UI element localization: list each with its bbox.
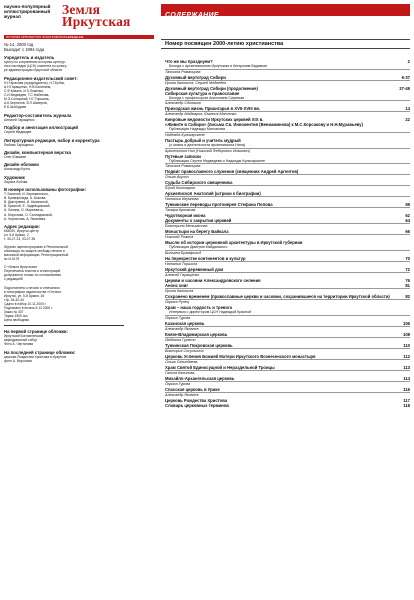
toc-subtitle: Публикация Надежды Матханова	[169, 127, 226, 132]
toc-title: «Живите в Сибири» (письма Св. Иннокентия (Вениаминова) к М.С.Корсакову и Н.Н.Муравьеву)	[165, 122, 363, 128]
imprint-line: В. Бримфильда, А. Быкова,	[4, 196, 47, 201]
cover-credit-line: кафедральный собор	[4, 338, 38, 343]
toc-entry	[161, 354, 410, 365]
toc-title: Казанская церковь	[165, 320, 205, 326]
imprint-block	[4, 175, 154, 184]
toc-title: Кинровые ведомости Иркутских церквей XIX в.	[165, 117, 264, 123]
toc-page: 117	[403, 397, 410, 403]
imprint-line: А.К.Чертилов, В.П.Шахеров,	[4, 101, 48, 106]
toc-title: Тункинские переводы протоиерея Стефана Попова	[165, 202, 273, 208]
toc-page	[398, 122, 410, 127]
toc-title: Приходская жизнь Приангарья в XVII-XVIII вв.	[165, 106, 261, 112]
imprint-note-line: с редакцией	[4, 277, 23, 282]
toc-title: Анонс книг	[165, 282, 189, 288]
imprint-note-line: © «Земля Иркутская»	[4, 265, 38, 270]
toc-entry	[161, 75, 410, 86]
toc-title-row	[165, 229, 410, 234]
toc-author: Алексей Гаращенко	[165, 272, 410, 278]
imprint-line: С.И.Медведев, Т.С.Набатова,	[4, 93, 50, 98]
imprint-note-line: Заказ № 307	[4, 309, 24, 314]
toc-entry	[161, 305, 410, 321]
imprint-note	[4, 245, 154, 261]
toc-author: Ольга Селиндаева	[165, 359, 410, 365]
toc-author: Вильгем Брамфильд	[165, 250, 410, 256]
toc-title: Подвиг православного служения (священник Андрей Аргентов)	[165, 169, 299, 175]
toc-title: На перекрестке континентов и культур	[165, 255, 246, 261]
toc-page	[398, 240, 410, 245]
toc-entry	[161, 240, 410, 256]
toc-page: 64	[405, 218, 410, 224]
imprint-line: А. Морозова, О. Салладиковой,	[4, 212, 53, 217]
toc-author: Юрий Коломаров	[165, 185, 410, 191]
toc-author: Архиепископ Нил (Николай Федорович Исакович)	[165, 148, 410, 154]
toc-entry	[161, 122, 410, 138]
imprint-note-line: Тираж 1500 экз.	[4, 313, 29, 318]
imprint-note-line: Сдано в набор 10.11.2000 г.	[4, 301, 47, 306]
toc-entry	[161, 332, 410, 343]
contents-column	[161, 4, 410, 596]
imprint-line: А. Ляпина, О. Мареевича,	[4, 208, 44, 213]
toc-title: Монастыри на берегу Байкала	[165, 229, 229, 235]
cover-front-credit	[4, 329, 154, 346]
toc-title: Документы о закрытии церквей	[165, 218, 232, 224]
toc-title-row	[165, 403, 410, 408]
imprint-note-line: инспекции по защите свободы печати и	[4, 249, 65, 254]
toc-title: Церковь Успения Божией Матери Иркутского Вознесенского монастыря	[165, 353, 316, 359]
imprint-column	[4, 4, 154, 596]
toc-entry	[161, 365, 410, 376]
imprint-notes	[4, 245, 154, 322]
toc-page	[398, 154, 410, 159]
toc-subtitle: Интервью с директором ЦСН Надеждой Красной	[169, 310, 252, 315]
toc-author: Ольга Акулич	[165, 174, 410, 180]
issue-number: № 14, 2000 год	[4, 42, 34, 47]
toc-entry	[161, 387, 410, 398]
toc-title-row	[165, 106, 410, 111]
toc-page: 118	[403, 402, 410, 408]
imprint-heading: Литературная редакция, набор и корректура	[4, 137, 100, 143]
cover-front-lines	[4, 334, 154, 346]
toc-page: 14	[405, 106, 410, 112]
issue-since: Выходит с 1994 года	[4, 47, 45, 52]
toc-entry	[161, 106, 410, 117]
toc-entry	[161, 403, 410, 408]
imprint-heading: Редакционно-издательский совет:	[4, 75, 78, 81]
toc-entry	[161, 191, 410, 202]
toc-title: Мысли об истории церковной архитектуры в Иркутской губернии	[165, 240, 303, 246]
imprint-heading: Дизайн обложки	[4, 162, 39, 168]
imprint-heading: Дизайн, компьютерная верстка	[4, 149, 71, 155]
cover-credit-line: фото А. Морозова	[4, 358, 32, 363]
toc-entry	[161, 229, 410, 240]
toc-title: Духовный вертоград Сибири (продолжение)	[165, 85, 258, 91]
imprint-note-line: Цена свободная	[4, 317, 30, 322]
toc-title-row	[165, 332, 410, 337]
contents-list	[161, 59, 410, 408]
toc-entry	[161, 256, 410, 267]
imprint-line: Центр по сохранению историко-культур-	[4, 60, 66, 65]
toc-author: Тамара Крючкова	[165, 207, 410, 213]
toc-title-row	[165, 218, 410, 223]
toc-author: Ирина Калинина	[165, 288, 410, 294]
toc-page	[398, 138, 410, 143]
imprint-note-line: Иркутск, ул. 5-й Армии, 26	[4, 293, 45, 298]
toc-page: 2	[407, 59, 410, 64]
toc-page: 81	[405, 282, 410, 288]
toc-title: Архиепископ Анатолий (штрихи к биографии)	[165, 191, 261, 197]
toc-title: Спасская церковь в Урике	[165, 386, 220, 392]
toc-page: 76	[405, 277, 410, 283]
imprint-line: М.Э.Солярский, Н.Г.Торшина,	[4, 97, 50, 102]
toc-page: 59	[405, 202, 410, 208]
toc-author: Людмила Гурвсон	[165, 337, 410, 343]
toc-title-row	[165, 75, 410, 80]
imprint-block	[4, 162, 154, 171]
toc-title-row	[165, 294, 410, 299]
imprint-heading: Учредитель и издатель	[4, 55, 55, 61]
toc-title: Судьба Сибирского священника	[165, 180, 233, 186]
toc-title: Сохранено временем (православные церкви и часовни, сохранившиеся на территории Иркутской области)	[165, 293, 390, 299]
logo-word-2: Иркутская	[62, 14, 131, 29]
toc-title: Церковь Рождества Христова	[165, 397, 228, 403]
imprint-note	[4, 265, 154, 281]
imprint-line: А.Н.Гаращенко, Н.В.Калинина,	[4, 84, 52, 89]
toc-subtitle: (о жизни и деятельности архиепископа Нила)	[169, 143, 246, 148]
masthead-strip: ИСТОРИЯ АРХИТЕКТУРА ЭТНОГРАФИЯ КРАЕВЕДЕНИЕ	[4, 35, 154, 39]
imprint-line: Н.Н.Красная (председатель), Н.Г.Бубис,	[4, 80, 66, 85]
toc-page: 6-37	[401, 74, 410, 80]
toc-page: 70	[405, 255, 410, 261]
imprint-block	[4, 113, 154, 122]
toc-entry	[161, 218, 410, 229]
toc-entry	[161, 154, 410, 170]
toc-title-row	[165, 365, 410, 370]
imprint-heading: Редактор-составитель журнала	[4, 112, 72, 118]
toc-entry	[161, 169, 410, 180]
contents-heading: СОДЕРЖАНИЕ	[165, 12, 219, 19]
toc-author: Александр Яковлев	[165, 326, 410, 332]
toc-entry	[161, 59, 410, 75]
toc-title-row	[165, 256, 410, 261]
imprint-blocks	[4, 55, 154, 241]
cover-back-heading: На последней странице обложки:	[4, 349, 76, 355]
toc-entry	[161, 91, 410, 107]
toc-title: Словарь церковных терминов	[165, 402, 229, 408]
toc-author: Лариса Рупец	[165, 299, 410, 305]
toc-title-row	[165, 354, 410, 359]
divider	[4, 325, 124, 326]
imprint-block	[4, 150, 154, 159]
imprint-note-line: Перепечатка текстов и иллюстраций	[4, 269, 61, 274]
toc-subtitle: Беседа с архиепископом Иркутским и Ангарским Вадимом	[169, 64, 267, 69]
toc-page	[398, 305, 410, 310]
imprint-line: Лариса Лобова	[4, 179, 28, 184]
toc-page	[398, 191, 410, 196]
toc-author: Наталья Торшина	[165, 261, 410, 267]
toc-page: 116	[403, 386, 410, 392]
cover-credit-line: Иркутский Богоявленский	[4, 334, 44, 339]
toc-author: Виктория Сосульчина	[165, 348, 410, 354]
imprint-line: ре администрации Иркутской области	[4, 68, 63, 73]
imprint-note-line: допускается только по согласованию	[4, 273, 61, 278]
toc-title: Путевые записки	[165, 153, 201, 159]
imprint-block	[4, 138, 154, 147]
toc-title: Церкви и часовни Александровского селения	[165, 277, 261, 283]
toc-page	[398, 91, 410, 96]
toc-page: 114	[403, 375, 410, 381]
imprint-block	[4, 224, 154, 241]
toc-title-row	[165, 202, 410, 207]
imprint-line: Олег Юмашев	[4, 154, 27, 159]
toc-subtitle: Публикация Сергея Медведева и Надежды Куликаускене	[169, 158, 266, 163]
toc-page: 72	[405, 266, 410, 272]
toc-author: Галина Калинова	[165, 370, 410, 376]
toc-entry	[161, 202, 410, 213]
imprint-note-line: в типографии издательства «Оттиск»	[4, 289, 62, 294]
toc-title-row	[165, 154, 410, 159]
imprint-line: ул. 5-й Армии, 2	[4, 233, 29, 238]
toc-subtitle: Публикация Дмитрия Майданского	[169, 245, 228, 250]
cover-credit-line: Фото А. Чертилова	[4, 342, 34, 347]
imprint-line: Алексей Гаращенко	[4, 117, 35, 122]
imprint-block	[4, 55, 154, 72]
imprint-line: ного наследия (ЦСН) комитета по культу-	[4, 64, 68, 69]
imprint-line: В. Красной, Е. Ладейщиковой,	[4, 204, 51, 209]
toc-title: Чудотворная икона	[165, 213, 206, 219]
toc-author: Татьяна Романцова	[165, 163, 410, 169]
imprint-line: 664000, Иркутск-центр	[4, 228, 39, 233]
toc-title: Духовный вертоград Сибири	[165, 74, 226, 80]
cover-credit-line: церковь Рождества Христова в Иркутске	[4, 354, 67, 359]
toc-entry	[161, 267, 410, 278]
toc-title-row	[165, 376, 410, 381]
cover-back-credit	[4, 350, 154, 363]
toc-page: 106	[403, 320, 410, 326]
toc-entry	[161, 343, 410, 354]
toc-title: Михайло-Архангельская церковь	[165, 375, 235, 381]
toc-title: Тункинская Покровская церковь	[165, 342, 233, 348]
toc-author: Лариса Гурова	[165, 381, 410, 387]
toc-author: Николай Рожков	[165, 234, 410, 240]
logo-word-1: Земля	[62, 4, 101, 17]
toc-entry	[161, 321, 410, 332]
toc-title-row	[165, 343, 410, 348]
toc-title-row	[165, 387, 410, 392]
toc-entry	[161, 138, 410, 154]
cover-front-heading: На первой странице обложки:	[4, 329, 68, 335]
imprint-line: Любовь Гаращенко	[4, 142, 34, 147]
toc-author: Татьяна Романцова	[165, 69, 410, 75]
imprint-line: т. 33-27-23, 33-27-35	[4, 237, 36, 242]
toc-page: 110	[403, 342, 410, 348]
toc-author: Екатерина Мельгатова	[165, 223, 410, 229]
imprint-block	[4, 76, 154, 109]
imprint-line: Т. Басиной, И. Бережинского,	[4, 192, 49, 197]
toc-title-row	[165, 180, 410, 185]
imprint-note-line: № И-0175	[4, 257, 20, 262]
toc-entry	[161, 376, 410, 387]
toc-entry	[161, 180, 410, 191]
toc-author: Надежда Куликаускене	[165, 132, 410, 138]
toc-page: 82	[405, 293, 410, 299]
toc-subtitle: Беседа с профессором Анатолием Сириным	[169, 95, 245, 100]
toc-page	[398, 169, 410, 174]
toc-page: 37-49	[399, 85, 410, 91]
toc-title: Храм – наша гордость и тревога	[165, 304, 233, 310]
toc-entry	[161, 283, 410, 294]
imprint-line: Сергей Медведев	[4, 130, 32, 135]
toc-title: Иркутский деревянный дом	[165, 266, 224, 272]
imprint-heading: Адрес редакции:	[4, 223, 41, 229]
masthead	[4, 4, 154, 34]
toc-title-row	[165, 267, 410, 272]
imprint-note	[4, 286, 154, 322]
issue-theme-banner: Номер посвящен 2000-летию христианства	[161, 39, 410, 49]
toc-author: Александр Маджаров, Евгения Манченко	[165, 111, 410, 117]
toc-page	[398, 180, 410, 185]
imprint-heading: Подбор и аннотация иллюстраций	[4, 125, 79, 131]
toc-page: 22	[405, 117, 410, 123]
imprint-note-line: массовой информации. Регистрационный	[4, 253, 69, 258]
toc-title: Сибирская культура и православие	[165, 90, 240, 96]
toc-title: Что же мы празднуем?	[165, 59, 213, 64]
imprint-note-line: т.ф. 34-32-34	[4, 297, 24, 302]
toc-title-row	[165, 191, 410, 196]
toc-author: Ирина Калинина, Сергей Медведев	[165, 80, 410, 86]
toc-page: 112	[403, 353, 410, 359]
toc-page: 66	[405, 229, 410, 235]
cover-back-lines	[4, 355, 154, 363]
imprint-line: С.Ф.Коваль, И.Л.Ложенко,	[4, 89, 44, 94]
toc-title: Пастырь добрый и учитель мудрый	[165, 137, 241, 143]
toc-author: Александр Сдиняков	[165, 100, 410, 106]
contents-header-bar	[161, 4, 410, 19]
imprint-note-line: Журнал зарегистрирован в Региональной	[4, 245, 69, 250]
toc-author: Лариса Гурова	[165, 315, 410, 321]
toc-title: Князе-Владимирская церковь	[165, 331, 228, 337]
toc-page: 108	[403, 331, 410, 337]
imprint-line: А. Чертилова, А. Яковлева.	[4, 216, 46, 221]
toc-title-row	[165, 283, 410, 288]
toc-author: Александр Яковлев	[165, 392, 410, 398]
toc-page: 113	[403, 364, 410, 370]
imprint-line: Е.Б.Шободоев	[4, 105, 27, 110]
imprint-block	[4, 125, 154, 134]
imprint-heading: Художник	[4, 174, 25, 180]
masthead-logo	[60, 4, 131, 28]
toc-entry	[161, 294, 410, 305]
imprint-heading: В номере использованы фотографии:	[4, 187, 87, 193]
toc-author: Наталья Игумнова	[165, 196, 410, 202]
toc-page: 62	[405, 213, 410, 219]
imprint-note-line: Подписано в печать 8.12.2000 г.	[4, 305, 53, 310]
imprint-line: Александр Кулга	[4, 167, 30, 172]
masthead-subtitle: научно-популярный иллюстрированный журнал	[4, 4, 51, 20]
toc-title-row	[165, 321, 410, 326]
toc-title-row	[165, 169, 410, 174]
imprint-line: В. Дмитриева, И. Калининой,	[4, 200, 49, 205]
toc-title: Храм Святой Единосущной и Нераздельной Троицы	[165, 364, 275, 370]
imprint-note-line: Подготовлено к печати и отпечатано	[4, 285, 60, 290]
imprint-block	[4, 187, 154, 220]
